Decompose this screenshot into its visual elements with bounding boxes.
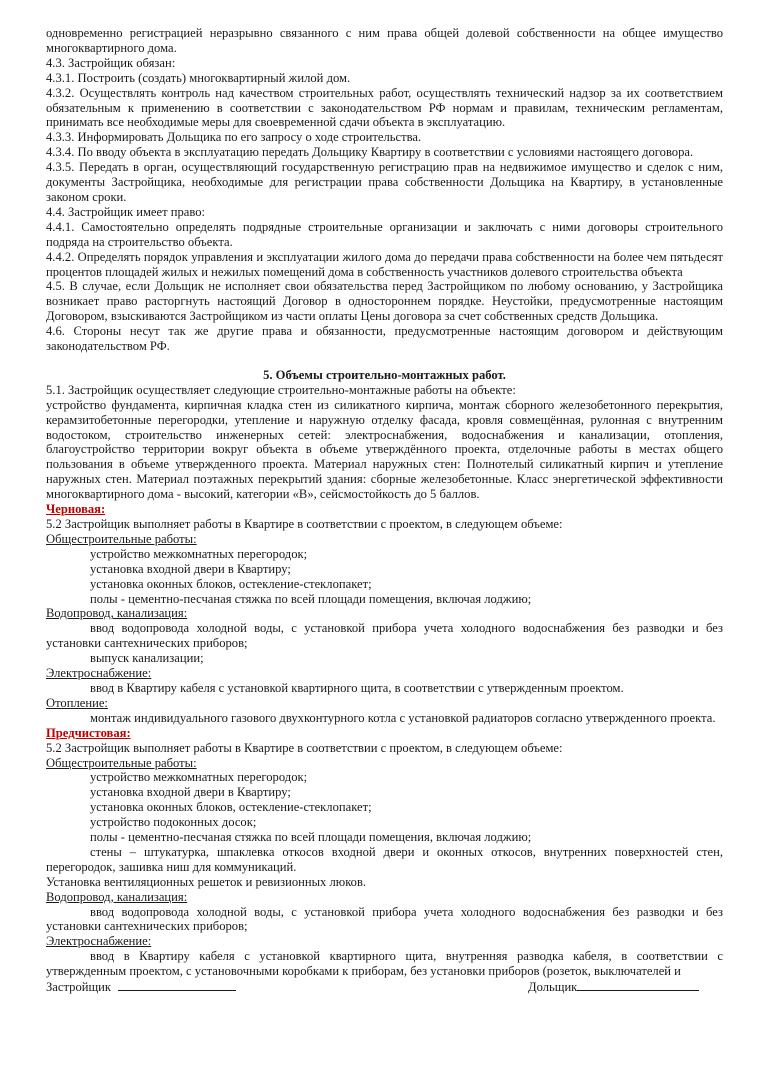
rough-general-item: установка оконных блоков, остекление-стеклопакет; [90,576,372,591]
clause-5-1: 5.1. Застройщик осуществляет следующие строительно-монтажные работы на объекте: [46,382,516,397]
clause-5-1-works: устройство фундамента, кирпичная кладка стен из силикатного кирпича, монтаж сборного железобетонного перекрытия, керамзитобетонные перегородки, утепление и наружную отделку фасада, кровля совмещённая, рулонная с внутренним водостоком, строительство инженерных сетей: электроснабжения, водоснабжения и канализации, отопления, благоустройство территории вокруг объекта в объеме утверждённого проекта, отделочные работы в местах общего пользования в объеме утвержденного проекта. Материал наружных стен: Полнотелый силикатный кирпич и утепление наружных стен. Материал поэтажных перекрытий здания: сборные железобетонные. Класс энергетической эффективности многоквартирного дома - высокий, категории «В», сейсмостойкость до 5 баллов. [46,397,723,502]
developer-signature-line [118,979,236,991]
signature-row [46,979,723,995]
rough-heat-item: монтаж индивидуального газового двухконтурного котла с установкой радиаторов согласно утвержденного проекта. [90,710,716,725]
prefinish-general-title: Общестроительные работы: [46,755,197,770]
prefinish-intro: 5.2 Застройщик выполняет работы в Квартире в соответствии с проектом, в следующем объеме: [46,740,563,755]
shareholder-signature [528,979,699,995]
prefinish-water-item: ввод водопровода холодной воды, с установкой прибора учета холодного водоснабжения без разводки и без установки сантехнических приборов; [46,904,723,934]
prefinish-ventilation: Установка вентиляционных решеток и ревизионных люков. [46,874,367,889]
rough-general-item: устройство межкомнатных перегородок; [90,546,308,561]
prefinish-general-item: стены – штукатурка, шпаклевка откосов входной двери и оконных откосов, внутренних поверхностей стен, перегородок, зашивка ниш для коммуникаций. [46,844,723,874]
prefinish-power-title: Электроснабжение: [46,934,152,949]
clause-4-3-3: 4.3.3. Информировать Дольщика по его запросу о ходе строительства. [46,130,422,145]
rough-water-item: выпуск канализации; [90,651,204,666]
prefinish-power-item: ввод в Квартиру кабеля с установкой квартирного щита, внутренняя разводка кабеля, в соответствии с утвержденным проектом, с установочными коробками к приборам, без установки приборов (розеток, выключателей и [46,949,723,979]
rough-water-item: ввод водопровода холодной воды, с установкой прибора учета холодного водоснабжения без разводки и без установки сантехнических приборов; [46,621,723,651]
clause-4-3-1: 4.3.1. Построить (создать) многоквартирный жилой дом. [46,70,351,85]
clause-4-4-1: 4.4.1. Самостоятельно определять подрядные строительные организации и заключать с ними договоры строительного подряда на строительство объекта. [46,219,723,249]
prefinish-general-item: полы - цементно-песчаная стяжка по всей площади помещения, включая лоджию; [90,830,532,845]
paragraph-4-2-continued: одновременно регистрацией неразрывно связанного с ним права общей долевой собственности на общее имущество многоквартирного дома. [46,26,723,55]
rough-water-title: Водопровод, канализация: [46,606,188,621]
shareholder-label: Дольщик [528,980,578,995]
prefinish-general-item: установка оконных блоков, остекление-стеклопакет; [90,800,372,815]
rough-heat-title: Отопление: [46,695,108,710]
rough-intro: 5.2 Застройщик выполняет работы в Квартире в соответствии с проектом, в следующем объеме: [46,517,563,531]
clause-4-3: 4.3. Застройщик обязан: [46,55,176,70]
rough-general-title: Общестроительные работы: [46,531,197,546]
developer-signature [46,979,236,995]
clause-4-5: 4.5. В случае, если Дольщик не исполняет свои обязательства перед Застройщиком по любому основанию, у Застройщика возникает право расторгнуть настоящий Договор в одностороннем порядке. Неустойки, предусмотренные настоящим Договором, взыскиваются Застройщиком из части оплаты Цены договора за счет собственных средств Дольщика. [46,279,723,324]
prefinish-general-item: устройство подоконных досок; [90,815,257,830]
rough-general-item: установка входной двери в Квартиру; [90,561,291,576]
document-page [46,26,723,995]
clause-4-3-2: 4.3.2. Осуществлять контроль над качеством строительных работ, осуществлять технический надзор за их соответствием обязательным к применению в соответствии с законодательством РФ нормам и правилам, техническим регламентам, принимать все необходимые меры для своевременной сдачи объекта в эксплуатацию. [46,85,723,130]
clause-4-4: 4.4. Застройщик имеет право: [46,204,206,219]
clause-4-4-2: 4.4.2. Определять порядок управления и эксплуатации жилого дома до передачи права собственности на более чем пятьдесят процентов площадей жилых и нежилых помещений дома в собственность участников долевого строительства объекта [46,249,723,279]
clause-4-6: 4.6. Стороны несут так же другие права и обязанности, предусмотренные настоящим договором и действующим законодательством РФ. [46,324,723,354]
prefinish-water-title: Водопровод, канализация: [46,889,188,904]
clause-4-3-5: 4.3.5. Передать в орган, осуществляющий государственную регистрацию прав на недвижимое имущество и сделок с ним, документы Застройщика, необходимые для регистрации права собственности Дольщика на Квартиру, в установленные законом сроки. [46,160,723,204]
section-5-heading: 5. Объемы строительно-монтажных работ. [263,367,506,382]
rough-general-item: полы - цементно-песчаная стяжка по всей площади помещения, включая лоджию; [90,591,532,606]
prefinish-general-item: устройство межкомнатных перегородок; [90,770,308,785]
rough-finish-title: Черновая: [46,502,106,517]
shareholder-signature-line [577,979,699,991]
rough-power-item: ввод в Квартиру кабеля с установкой квартирного щита, в соответствии с утвержденным проектом. [90,680,624,695]
clause-4-3-4: 4.3.4. По вводу объекта в эксплуатацию передать Дольщику Квартиру в соответствии с условиями настоящего договора. [46,145,694,160]
prefinish-general-item: установка входной двери в Квартиру; [90,785,291,800]
rough-power-title: Электроснабжение: [46,666,152,681]
developer-label: Застройщик [46,980,112,995]
prefinish-title: Предчистовая: [46,725,131,740]
